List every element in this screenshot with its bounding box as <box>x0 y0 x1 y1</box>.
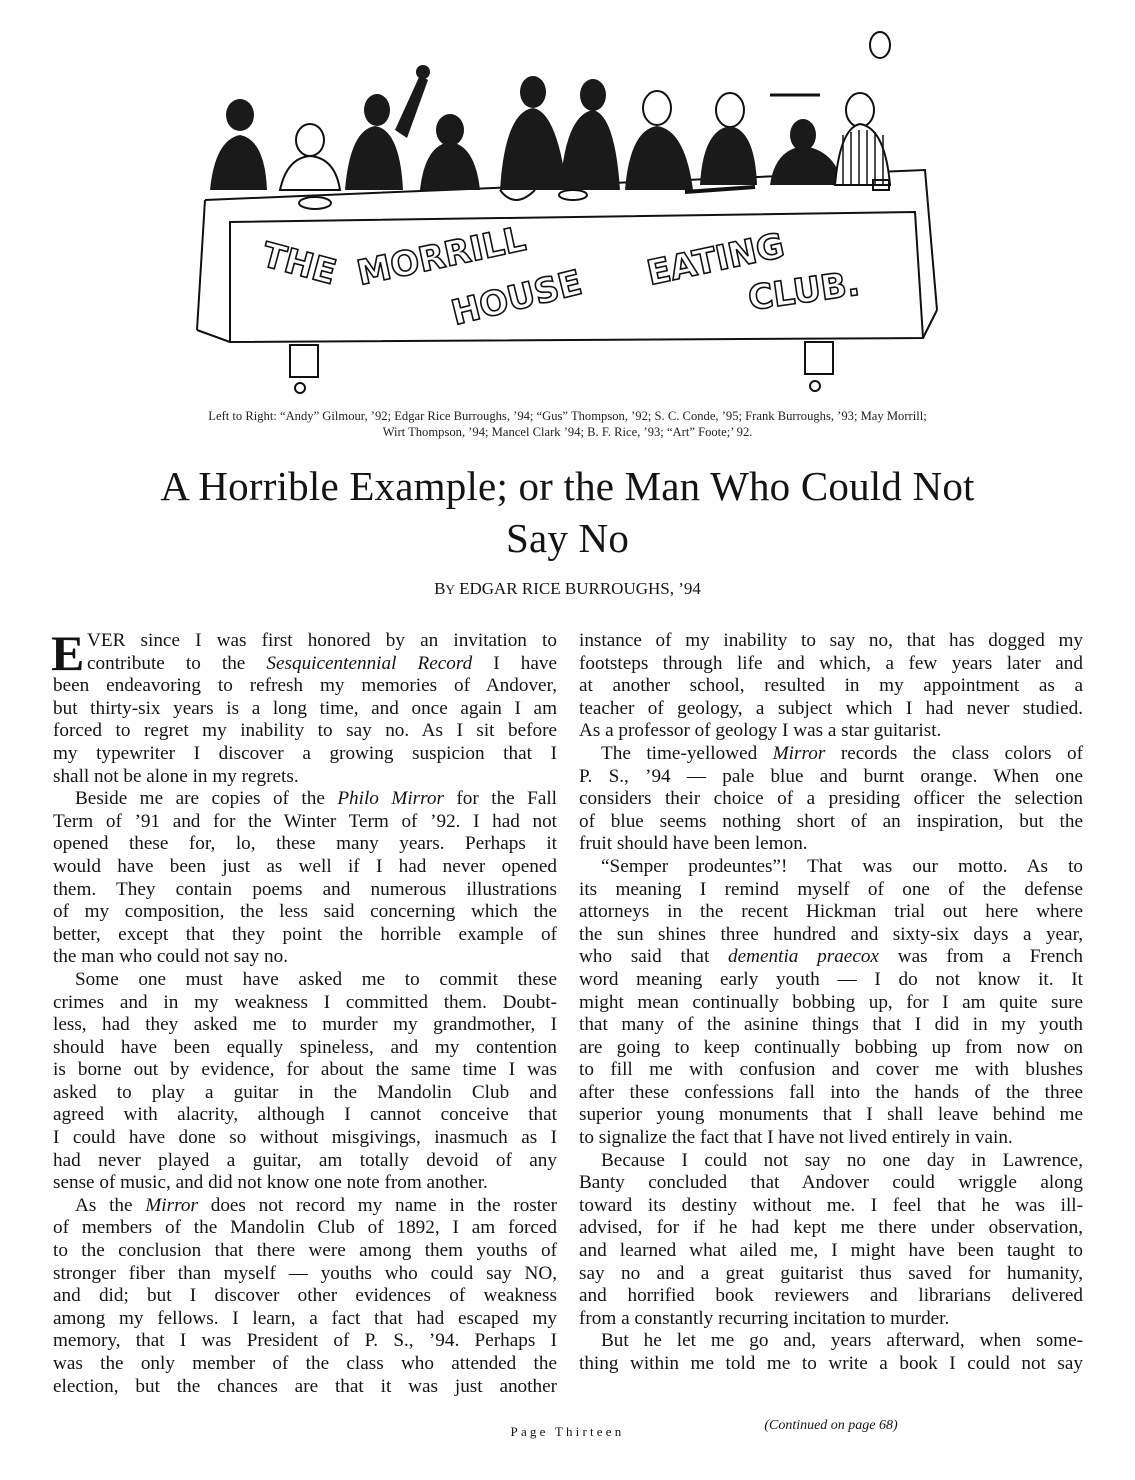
eating-club-illustration <box>195 0 945 400</box>
text-line: P. S., ’94 — pale blue and burnt orange. When one <box>579 765 1083 787</box>
italic-title: Mirror <box>145 1194 198 1216</box>
text-line: but thirty-six years is a long time, and once again I am <box>53 697 557 719</box>
banner-word: THE <box>257 235 341 294</box>
text-line: The time-yellowed Mirror records the class colors of <box>601 742 1083 764</box>
text-line: memory, that I was President of P. S., ’94. Perhaps I <box>53 1330 557 1352</box>
text-line: word meaning early youth — I do not know it. It <box>579 968 1083 990</box>
italic-title: Mirror <box>772 742 826 764</box>
text-line: of blue seems nothing short of an inspiration, but the <box>579 810 1083 832</box>
byline <box>20 578 1115 601</box>
text-line: had never played a guitar, am totally devoid of any <box>53 1149 557 1171</box>
text-line: and horrified book reviewers and librarians delivered <box>579 1285 1083 1307</box>
text-line: them. They contain poems and numerous illustrations <box>53 878 557 900</box>
text-line: sense of music, and did not know one note from another. <box>53 1172 488 1194</box>
text-line: toward its destiny without me. I feel that he was ill- <box>579 1194 1083 1216</box>
text-line: stronger fiber than myself — youths who could say NO, <box>53 1262 557 1284</box>
title-line: Say No <box>505 515 630 561</box>
text-line: was the only member of the class who attended the <box>53 1353 557 1374</box>
text-line: among my fellows. I learn, a fact that had escaped my <box>53 1307 557 1329</box>
text-line: and learned what ailed me, I might have been taught to <box>579 1240 1083 1262</box>
banner-word: MORRILL <box>353 219 530 294</box>
text-line: of my composition, the less said concerning which the <box>53 901 557 923</box>
text-line: better, except that they point the horrible example of <box>53 923 557 945</box>
text-line: forced to regret my inability to say no. As I sit before <box>53 720 557 742</box>
text-line: my typewriter I discover a growing suspicion that I <box>53 742 557 764</box>
text-line: crimes and in my weakness I committed them. Doubt- <box>53 991 557 1013</box>
caption-line: Left to Right: “Andy” Gilmour, ’92; Edgar Rice Burroughs, ’94; “Gus” Thompson, ’92; S. C. Conde, ’95; Frank Burroughs, ’93; May Morrill; <box>208 409 927 423</box>
text-line: I could have done so without misgivings, inasmuch as I <box>53 1127 557 1149</box>
article-title <box>20 460 1115 564</box>
caption-line: Wirt Thompson, ’94; Mancel Clark ’94; B. F. Rice, ’93; “Art” Foote;’ 92. <box>382 425 753 439</box>
text-line: footsteps through life and which, a few years later and <box>579 652 1083 674</box>
drop-cap: E <box>51 625 85 681</box>
text-line: who said that dementia praecox was from a French <box>579 946 1083 968</box>
text-line: As a professor of geology I was a star guitarist. <box>579 720 942 742</box>
table-leg-right <box>805 342 833 374</box>
text-line: after these confessions fall into the hands of the three <box>579 1081 1083 1103</box>
text-line: instance of my inability to say no, that has dogged my <box>579 630 1083 651</box>
text-line: advised, for if he had kept me there under observation, <box>579 1217 1083 1239</box>
text-line: As the Mirror does not record my name in the roster <box>75 1194 557 1216</box>
page-number: Page Thirteen <box>510 1424 625 1439</box>
text-line: that many of the asinine things that I did in my youth <box>579 1014 1083 1036</box>
text-line: Some one must have asked me to commit these <box>75 968 557 990</box>
byline-author: EDGAR RICE BURROUGHS, ’94 <box>454 579 701 598</box>
banner-word: CLUB. <box>745 263 863 319</box>
text-line: Term of ’91 and for the Winter Term of ’92. I had not <box>53 810 557 832</box>
italic-title: dementia praecox <box>728 946 879 968</box>
table-leg-left <box>290 345 318 377</box>
text-line: teacher of geology, a subject which I had never studied. <box>579 697 1083 719</box>
text-line: superior young monuments that I shall leave behind me <box>579 1104 1083 1126</box>
column-left <box>51 625 558 1398</box>
banner-word: HOUSE <box>447 262 586 334</box>
illustration-caption <box>20 408 1115 440</box>
text-line: of members of the Mandolin Club of 1892, I am forced <box>53 1217 557 1239</box>
diners <box>210 32 890 190</box>
text-line: from a constantly recurring incitation to murder. <box>579 1307 950 1329</box>
text-line: is borne out by evidence, for about the same time I was <box>53 1059 557 1081</box>
text-line: Banty concluded that Andover could wriggle along <box>579 1172 1083 1194</box>
text-line: and did; but I discover other evidences of weakness <box>53 1285 557 1307</box>
text-line: opened these for, lo, these many years. Perhaps it <box>53 833 557 855</box>
text-line: should have been equally spineless, and my contention <box>53 1036 557 1058</box>
text-line: less, had they asked me to murder my grandmother, I <box>53 1014 557 1036</box>
text-line: the man who could not say no. <box>53 946 289 968</box>
text-line: to the conclusion that there were among them youths of <box>53 1240 557 1262</box>
text-line: But he let me go and, years afterward, when some- <box>601 1330 1083 1352</box>
text-line: attorneys in the recent Hickman trial out here where <box>579 901 1083 923</box>
text-line: considers their choice of a presiding officer the selection <box>579 788 1083 810</box>
title-line: A Horrible Example; or the Man Who Could Not <box>160 463 975 509</box>
text-line: VER since I was first honored by an invitation to <box>87 630 557 651</box>
text-line: fruit should have been lemon. <box>579 833 808 855</box>
text-line: might mean continually bobbing up, for I am quite sure <box>579 991 1083 1013</box>
text-line: election, but the chances are that it was just another <box>53 1375 557 1397</box>
text-line: contribute to the Sesquicentennial Record I have <box>87 652 557 674</box>
text-line: thing within me told me to write a book I could not say <box>579 1353 1083 1374</box>
text-line: been endeavoring to refresh my memories of Andover, <box>53 675 557 697</box>
italic-title: Philo Mirror <box>337 788 444 810</box>
text-line: shall not be alone in my regrets. <box>53 765 299 787</box>
text-line: asked to play a guitar in the Mandolin Club and <box>53 1081 557 1103</box>
text-line: Because I could not say no one day in Lawrence, <box>601 1149 1083 1171</box>
byline-prefix: B <box>434 579 446 598</box>
continued-note: (Continued on page 68) <box>764 1418 898 1433</box>
text-line: to fill me with confusion and cover me with blushes <box>579 1059 1083 1081</box>
text-line: at another school, resulted in my appointment as a <box>579 675 1083 697</box>
text-line: agreed with alacrity, although I cannot conceive that <box>53 1104 557 1126</box>
banner-word: EATING <box>643 225 788 294</box>
text-line: would have been just as well if I had never opened <box>53 855 557 877</box>
byline-prefix-small: Y <box>445 582 455 597</box>
text-line: the sun shines three hundred and sixty-six days a year, <box>579 923 1083 945</box>
text-line: “Semper prodeuntes”! That was our motto. As to <box>601 855 1083 877</box>
text-line: say no and a great guitarist thus saved for humanity, <box>579 1262 1083 1284</box>
text-line: to signalize the fact that I have not lived entirely in vain. <box>579 1127 1013 1149</box>
text-line: its meaning I remind myself of one of the defense <box>579 878 1083 900</box>
column-right <box>579 630 1083 1376</box>
text-line: are going to keep continually bobbing up from now on <box>579 1036 1083 1058</box>
text-line: Beside me are copies of the Philo Mirror for the Fall <box>75 788 558 810</box>
italic-title: Sesquicentennial Record <box>266 652 473 674</box>
